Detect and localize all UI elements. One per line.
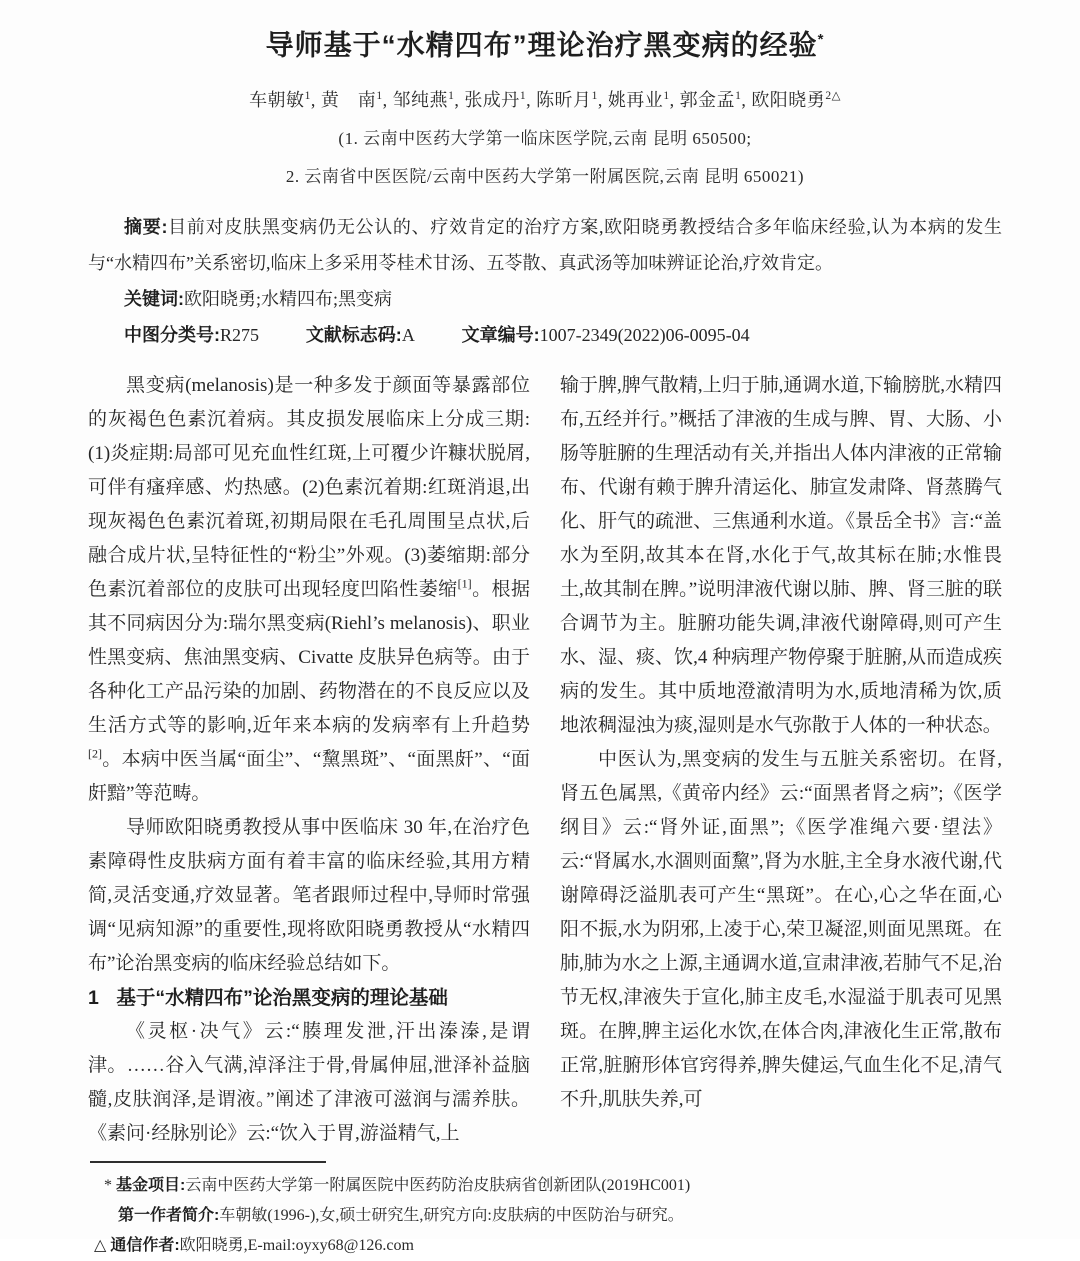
paragraph-intro-text: 。本病中医当属“面尘”、“黧黑斑”、“面黑皯”、“面皯黯”等范畴。 bbox=[88, 749, 530, 805]
author-4: 张成丹$^1$, bbox=[464, 90, 532, 111]
author-separator: , bbox=[454, 90, 460, 111]
author-6: 姚再业$^1$, bbox=[607, 90, 675, 111]
title-asterisk-mark: * bbox=[817, 31, 825, 48]
corresponding-author-label: 通信作者: bbox=[110, 1237, 180, 1255]
keywords-text: 欧阳晓勇;水精四布;黑变病 bbox=[184, 289, 393, 310]
clc-value: R275 bbox=[220, 325, 260, 346]
author-4-superscript: 1 bbox=[519, 90, 527, 103]
footnote-divider bbox=[90, 1161, 326, 1163]
paper-title-text: 导师基于“水精四布”理论治疗黑变病的经验 bbox=[265, 29, 818, 61]
author-2: 黄 南$^1$, bbox=[320, 90, 388, 111]
author-3: 邹纯燕$^1$, bbox=[392, 90, 460, 111]
paragraph-intro bbox=[88, 369, 530, 811]
footnote-fund-project bbox=[88, 1171, 1002, 1201]
author-separator: , bbox=[382, 90, 388, 111]
author-7: 郭金孟$^1$, bbox=[679, 90, 747, 111]
footnote-corresponding-author bbox=[88, 1231, 1002, 1261]
abstract-text: 目前对皮肤黑变病仍无公认的、疗效肯定的治疗方案,欧阳晓勇教授结合多年临床经验,认为本病的发生与“水精四布”关系密切,临床上多采用苓桂术甘汤、五苓散、真武汤等加味辨证论治,疗效肯定。 bbox=[88, 217, 1002, 274]
keywords-label: 关键词: bbox=[124, 289, 184, 310]
document-code-label: 文献标志码: bbox=[305, 325, 402, 346]
author-8-corresponding: 欧阳晓勇$^{2\triangle}$ bbox=[751, 90, 841, 111]
asterisk-mark: * bbox=[104, 1177, 112, 1195]
triangle-mark: △ bbox=[94, 1237, 107, 1255]
author-5: 陈昕月$^1$, bbox=[536, 90, 603, 111]
article-id bbox=[462, 325, 750, 345]
corresponding-author-text: 欧阳晓勇,E-mail:oyxy68@126.com bbox=[179, 1237, 414, 1255]
clc-label: 中图分类号: bbox=[124, 325, 220, 346]
paragraph-theory-right: 输于脾,脾气散精,上归于肺,通调水道,下输膀胱,水精四布,五经并行。”概括了津液的生成与脾、胃、大肠、小肠等脏腑的生理活动有关,并指出人体内津液的正常输布、代谢有赖于脾升清运化、肺宣发肃降、肾蒸腾气化、肝气的疏泄、三焦通利水道。《景岳全书》言:“盖水为至阴,故其本在肾,水化于气,故其标在肺;水惟畏土,故其制在脾。”说明津液代谢以肺、脾、肾三脏的联合调节为主。脏腑功能失调,津液代谢障碍,则可产生水、湿、痰、饮,4 种病理产物停聚于脏腑,从而造成疾病的发生。其中质地澄澈清明为水,质地清稀为饮,质地浓稠湿浊为痰,湿则是水气弥散于人体的一种状态。 bbox=[560, 375, 1002, 737]
affiliation-line-1: (1. 云南中医药大学第一临床医学院,云南 昆明 650500; bbox=[338, 129, 752, 149]
document-code-value: A bbox=[401, 325, 415, 346]
footnote-block bbox=[88, 1161, 1002, 1261]
fund-project-label: 基金项目: bbox=[116, 1177, 186, 1195]
body-left-column bbox=[88, 369, 530, 1151]
abstract-paragraph bbox=[88, 209, 1002, 281]
section-number: 1 bbox=[88, 987, 99, 1010]
first-author-label: 第一作者简介: bbox=[118, 1207, 220, 1225]
affiliation-line-2: 2. 云南省中医医院/云南中医药大学第一附属医院,云南 昆明 650021) bbox=[285, 167, 805, 187]
author-7-superscript: 1 bbox=[735, 90, 742, 103]
author-1-superscript: 1 bbox=[304, 90, 311, 103]
article-id-label: 文章编号: bbox=[461, 325, 540, 346]
paragraph-theory-left: 《灵枢·决气》云:“腠理发泄,汗出溱溱,是谓津。……谷入气满,淖泽注于骨,骨属伸屈,泄泽补益脑髓,皮肤润泽,是谓液。”阐述了津液可滋润与濡养肤。《素问·经脉别论》云:“饮入于胃,游溢精气,上 bbox=[88, 1021, 530, 1145]
author-5-superscript: 1 bbox=[591, 90, 598, 103]
paper-title bbox=[88, 20, 1002, 65]
keywords-line bbox=[88, 281, 1002, 317]
paragraph-intro-text: 黑变病(melanosis)是一种多发于颜面等暴露部位的灰褐色色素沉着病。其皮损发展临床上分成三期:(1)炎症期:局部可见充血性红斑,上可覆少许糠状脱屑,可伴有瘙痒感、灼热感。(2)色素沉着期:红斑消退,出现灰褐色色素沉着斑,初期局限在毛孔周围呈点状,后融合成片状,呈特征性的“粉尘”外观。(3)萎缩期:部分色素沉着部位的皮肤可出现轻度凹陷性萎缩 bbox=[88, 375, 530, 601]
document-code bbox=[306, 325, 415, 345]
reference-superscript-2: [2] bbox=[88, 747, 102, 761]
author-6-superscript: 1 bbox=[663, 90, 670, 103]
author-separator: , bbox=[669, 90, 675, 111]
body-right-column bbox=[560, 369, 1002, 1151]
reference-superscript-1: [1] bbox=[457, 577, 472, 591]
author-separator: , bbox=[597, 90, 603, 111]
body-columns bbox=[88, 369, 1002, 1151]
author-separator: , bbox=[741, 90, 747, 111]
author-separator: , bbox=[526, 90, 532, 111]
paragraph-mentor-experience: 导师欧阳晓勇教授从事中医临床 30 年,在治疗色素障碍性皮肤病方面有着丰富的临床经验,其用方精简,灵活变通,疗效显著。笔者跟师过程中,导师时常强调“见病知源”的重要性,现将欧阳晓勇教授从“水精四布”论治黑变病的临床经验总结如下。 bbox=[88, 817, 530, 975]
first-author-text: 车朝敏(1996-),女,硕士研究生,研究方向:皮肤病的中医防治与研究。 bbox=[219, 1207, 684, 1225]
author-2-superscript: 1 bbox=[376, 90, 383, 103]
author-separator: , bbox=[310, 90, 316, 111]
fund-project-text: 云南中医药大学第一附属医院中医药防治皮肤病省创新团队(2019HC001) bbox=[185, 1177, 691, 1195]
author-8-superscript: 2△ bbox=[825, 90, 841, 103]
abstract-label: 摘要: bbox=[124, 217, 168, 238]
author-3-superscript: 1 bbox=[448, 90, 455, 103]
section-title: 基于“水精四布”论治黑变病的理论基础 bbox=[116, 987, 448, 1010]
article-id-value: 1007-2349(2022)06-0095-04 bbox=[539, 325, 750, 346]
article-meta-block bbox=[88, 209, 1002, 353]
section-heading-1 bbox=[88, 981, 530, 1015]
classification-line bbox=[88, 317, 1002, 353]
author-line bbox=[88, 83, 1002, 113]
author-1: 车朝敏$^1$, bbox=[249, 90, 316, 111]
clc-number bbox=[124, 325, 259, 345]
paragraph-intro-text: 。根据其不同病因分为:瑞尔黑变病(Riehl’s melanosis)、职业性黑变病、焦油黑变病、Civatte 皮肤异色病等。由于各种化工产品污染的加剧、药物潜在的不良反应以及生活方式等的影响,近年来本病的发病率有上升趋势 bbox=[88, 579, 530, 737]
paragraph-five-zang: 中医认为,黑变病的发生与五脏关系密切。在肾,肾五色属黑,《黄帝内经》云:“面黑者肾之病”;《医学纲目》云:“肾外证,面黑”;《医学准绳六要·望法》云:“肾属水,水涸则面黧”,肾为水脏,主全身水液代谢,代谢障碍泛溢肌表可产生“黑斑”。在心,心之华在面,心阳不振,水为阴邪,上凌于心,荣卫凝涩,则面见黑斑。在肺,肺为水之上源,主通调水道,宣肃津液,若肺气不足,治节无权,津液失于宣化,肺主皮毛,水湿溢于肌表可见黑斑。在脾,脾主运化水饮,在体合肉,津液化生正常,散布正常,脏腑形体官窍得养,脾失健运,气血生化不足,清气不升,肌肤失养,可 bbox=[560, 749, 1002, 1111]
footnote-first-author bbox=[88, 1201, 1002, 1231]
